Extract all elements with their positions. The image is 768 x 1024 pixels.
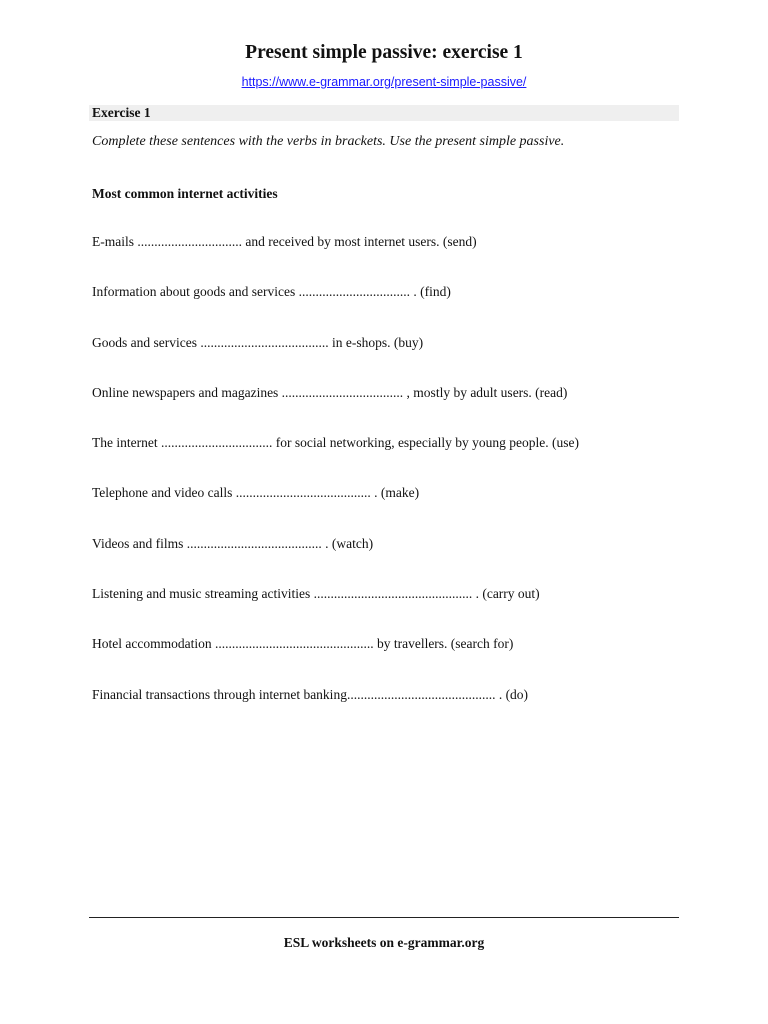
exercise-header-bar bbox=[89, 105, 679, 121]
section-heading: Most common internet activities bbox=[92, 186, 278, 201]
sentence-item: Goods and services ...................................... in e-shops. (buy) bbox=[92, 334, 424, 350]
source-link[interactable]: https://www.e-grammar.org/present-simple-passive/ bbox=[241, 75, 527, 89]
sentence-item: Videos and films ........................................ . (watch) bbox=[92, 535, 374, 551]
sentence-item: The internet ................................. for social networking, especially by young people. (use) bbox=[92, 435, 580, 451]
sentence-item: Telephone and video calls ........................................ . (make) bbox=[92, 485, 420, 501]
sentence-item: Information about goods and services ................................. . (find) bbox=[92, 284, 451, 300]
sentence-item: Hotel accommodation ............................................... by travellers. (search for) bbox=[92, 636, 514, 652]
sentence-item: Financial transactions through internet banking............................................ . (do) bbox=[92, 686, 529, 702]
exercise-instruction: Complete these sentences with the verbs in brackets. Use the present simple passive. bbox=[92, 134, 565, 149]
exercise-label: Exercise 1 bbox=[92, 105, 151, 120]
sentence-list bbox=[92, 234, 579, 737]
sentence-item: Listening and music streaming activities ............................................... . (carry out) bbox=[92, 586, 540, 602]
footer-text: ESL worksheets on e-grammar.org bbox=[283, 935, 485, 950]
sentence-item: E-mails ............................... and received by most internet users. (send) bbox=[92, 234, 477, 249]
sentence-item: Online newspapers and magazines .................................... , mostly by adult users. (read) bbox=[92, 384, 568, 400]
footer-divider bbox=[89, 917, 679, 918]
page-title: Present simple passive: exercise 1 bbox=[245, 42, 523, 63]
